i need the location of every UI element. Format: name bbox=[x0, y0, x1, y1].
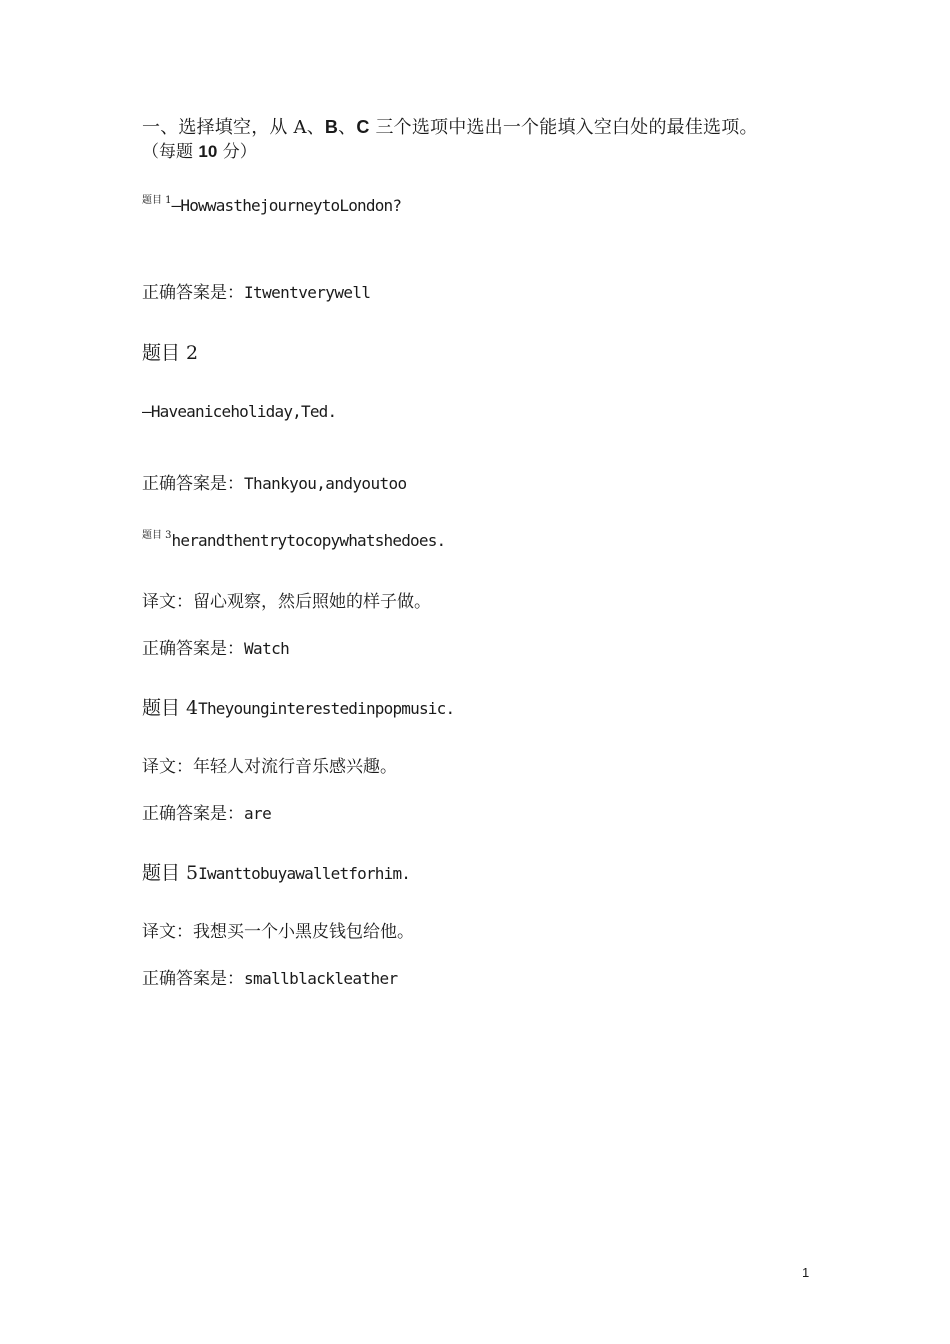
question-4-answer-value: are bbox=[244, 804, 272, 823]
question-1 bbox=[142, 195, 402, 215]
question-5-translation-text: 我想买一个小黑皮钱包给他。 bbox=[193, 922, 414, 942]
question-4-answer bbox=[142, 806, 271, 823]
question-4-translation-text: 年轻人对流行音乐感兴趣。 bbox=[193, 757, 397, 777]
question-2-text: —Haveaniceholiday,Ted. bbox=[142, 402, 337, 421]
question-5-answer bbox=[142, 971, 398, 988]
question-3 bbox=[142, 530, 446, 550]
score-note-pre: （每题 bbox=[142, 142, 199, 162]
section-heading-separator: 、 bbox=[338, 117, 357, 138]
question-2-title: 题目 2 bbox=[142, 342, 199, 364]
question-5 bbox=[142, 864, 410, 883]
question-3-text: herandthentrytocopywhatshedoes. bbox=[171, 531, 446, 550]
question-3-translation bbox=[142, 594, 431, 611]
question-5-translation bbox=[142, 924, 414, 941]
translation-label: 译文： bbox=[142, 592, 193, 612]
question-1-answer-value: Itwentverywell bbox=[244, 283, 371, 302]
question-5-label: 题目 5 bbox=[142, 862, 199, 884]
question-1-text: —HowwasthejourneytoLondon? bbox=[171, 196, 402, 215]
section-heading-option-b: B bbox=[324, 117, 339, 137]
section-heading-post: 三个选项中选出一个能填入空白处的最佳选项。 bbox=[369, 117, 758, 138]
answer-label: 正确答案是： bbox=[142, 804, 244, 824]
question-2-answer bbox=[142, 476, 407, 493]
section-heading-pre: 一、选择填空，从 A、 bbox=[142, 117, 325, 138]
question-5-text: Iwanttobuyawalletforhim. bbox=[198, 864, 411, 883]
answer-label: 正确答案是： bbox=[142, 639, 244, 659]
question-4 bbox=[142, 699, 454, 718]
score-note-number: 10 bbox=[198, 142, 218, 161]
answer-label: 正确答案是： bbox=[142, 474, 244, 494]
question-4-text: Theyounginterestedinpopmusic. bbox=[198, 699, 455, 718]
question-3-label: 题目 3 bbox=[142, 530, 172, 541]
translation-label: 译文： bbox=[142, 757, 193, 777]
question-1-answer bbox=[142, 285, 370, 302]
answer-label: 正确答案是： bbox=[142, 283, 244, 303]
question-1-label: 题目 1 bbox=[142, 195, 172, 206]
section-heading bbox=[142, 118, 758, 137]
translation-label: 译文： bbox=[142, 922, 193, 942]
question-3-answer bbox=[142, 641, 289, 658]
question-2-answer-value: Thankyou,andyoutoo bbox=[244, 474, 407, 493]
score-note-post: 分） bbox=[217, 142, 257, 162]
answer-label: 正确答案是： bbox=[142, 969, 244, 989]
section-heading-option-c: C bbox=[356, 117, 370, 137]
score-note bbox=[142, 143, 257, 161]
question-3-translation-text: 留心观察，然后照她的样子做。 bbox=[193, 592, 431, 612]
question-4-label: 题目 4 bbox=[142, 697, 199, 719]
question-3-answer-value: Watch bbox=[244, 639, 290, 658]
question-4-translation bbox=[142, 759, 397, 776]
page-number: 1 bbox=[802, 1265, 810, 1280]
question-5-answer-value: smallblackleather bbox=[244, 969, 398, 988]
